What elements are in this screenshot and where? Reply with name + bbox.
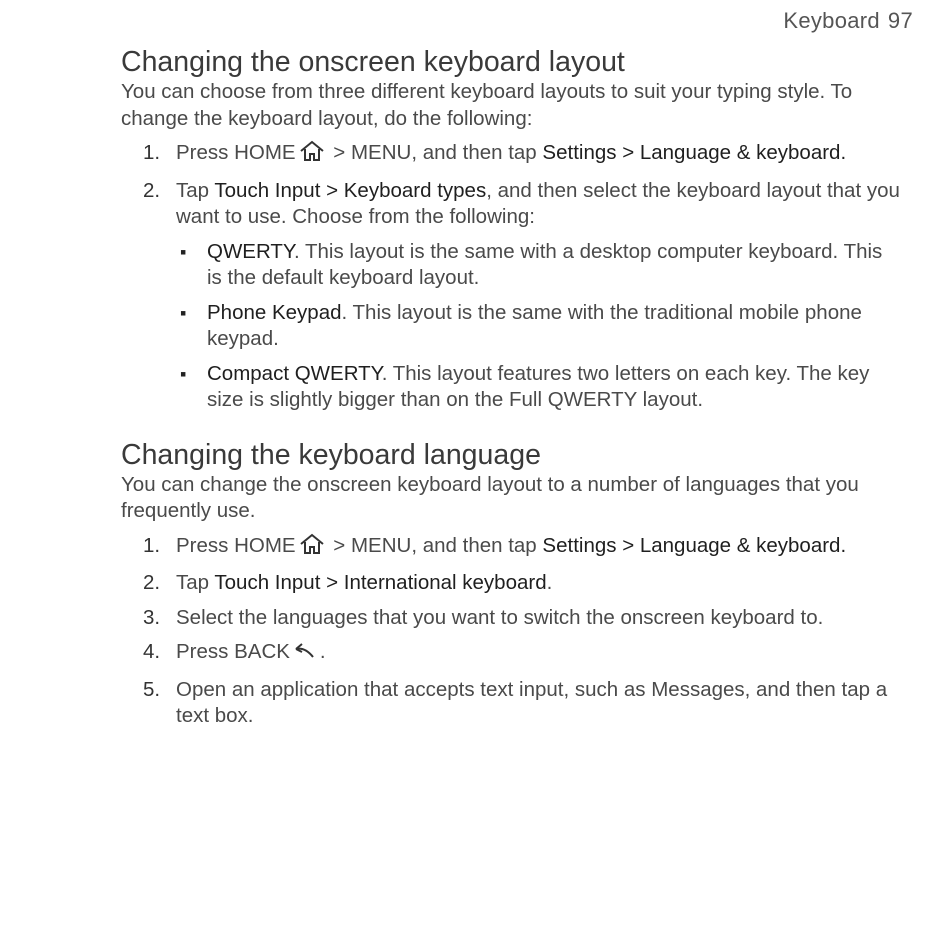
step-3 [121, 605, 901, 632]
page-header [783, 8, 913, 34]
home-icon [299, 533, 325, 563]
ui-path: Touch Input > International keyboard [214, 571, 547, 594]
option-phone-keypad [176, 300, 901, 353]
layout-options-list [176, 239, 901, 414]
step-5 [121, 677, 901, 730]
option-desc: . This layout is the same with the traditional mobile phone keypad. [207, 300, 862, 350]
section-title: Changing the onscreen keyboard layout [121, 46, 625, 78]
section-title: Changing the keyboard language [121, 438, 541, 471]
option-name: Phone Keypad [207, 300, 342, 324]
ui-path: Touch Input > Keyboard types [214, 178, 487, 202]
page-content [121, 45, 901, 738]
bullet: ▪ [180, 302, 187, 323]
option-desc: . This layout features two letters on each key. The key size is slightly bigger than on the Full QWERTY layout. [207, 361, 870, 411]
step-text: Press HOME [176, 141, 296, 164]
step-text: Open an application that accepts text input, such as Messages, and then tap a text box. [176, 677, 888, 727]
bullet: ▪ [180, 363, 187, 384]
section-keyboard-layout [121, 45, 901, 414]
ui-path: Settings > Language & keyboard. [542, 141, 847, 164]
home-icon [299, 140, 325, 170]
step-1 [121, 140, 901, 170]
option-compact-qwerty [176, 361, 901, 414]
step-number: 2. [143, 178, 161, 202]
section-intro: You can choose from three different keyboard layouts to suit your typing style. To change the keyboard layout, do the following: [121, 80, 853, 130]
option-qwerty [176, 239, 901, 292]
step-text: . [319, 640, 326, 663]
step-text: . [546, 571, 553, 594]
option-name: QWERTY [207, 239, 294, 263]
step-number: 1. [143, 141, 161, 164]
option-name: Compact QWERTY [207, 361, 382, 385]
step-text: Press BACK [176, 640, 290, 663]
step-text: Press HOME [176, 533, 296, 557]
step-text: Select the languages that you want to switch the onscreen keyboard to. [176, 605, 824, 629]
step-number: 5. [143, 677, 161, 701]
step-number: 4. [143, 640, 161, 663]
ui-path: Settings > Language & keyboard. [542, 533, 847, 557]
steps-list [121, 533, 901, 730]
step-number: 2. [143, 571, 161, 594]
step-number: 1. [143, 533, 161, 557]
step-2 [121, 570, 901, 597]
step-4 [121, 639, 901, 669]
step-text: Tap [176, 571, 215, 594]
step-1 [121, 533, 901, 563]
bullet: ▪ [180, 241, 187, 262]
step-text: > MENU, and then tap [327, 533, 543, 557]
steps-list [121, 140, 901, 414]
step-text: > MENU, and then tap [327, 141, 543, 164]
back-arrow-icon [293, 641, 317, 669]
section-intro: You can change the onscreen keyboard layout to a number of languages that you frequently use. [121, 472, 859, 522]
header-section: Keyboard [783, 8, 880, 33]
step-number: 3. [143, 605, 161, 629]
step-text: , and then select the keyboard layout that you want to use. Choose from the following: [176, 178, 900, 228]
option-desc: . This layout is the same with a desktop computer keyboard. This is the default keyboard layout. [207, 239, 883, 289]
step-text: Tap [176, 178, 215, 202]
page-number: 97 [887, 8, 913, 33]
step-2 [121, 178, 901, 414]
section-keyboard-language [121, 438, 901, 730]
